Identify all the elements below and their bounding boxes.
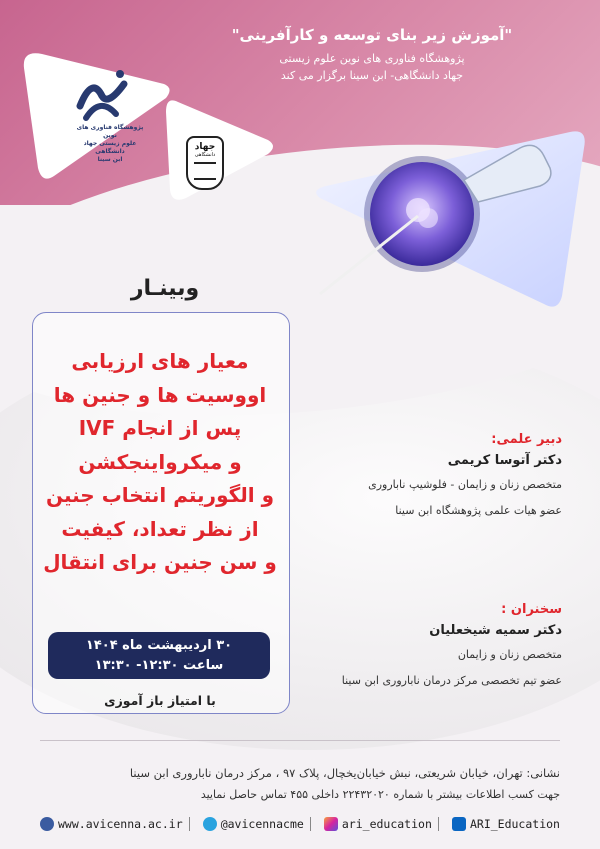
title-line: و میکرواینجکشن <box>78 449 242 474</box>
footer-info: جهت کسب اطلاعات بیشتر با شماره ۲۲۴۳۲۰۲۰ داخلی ۴۵۵ تماس حاصل نمایید <box>200 788 560 801</box>
telegram-text: @avicennacme <box>220 817 304 831</box>
title-line: معیار های ارزیابی <box>71 349 249 373</box>
contacts-row <box>40 814 560 834</box>
institute-logo-icon <box>72 66 132 124</box>
header-text <box>162 24 582 84</box>
globe-icon <box>40 817 54 831</box>
title-line: اووسیت ها و جنین ها <box>53 382 267 407</box>
speakers-section <box>302 600 562 694</box>
speaker-role: سخنران : <box>501 602 562 617</box>
instagram-text: ari_education <box>341 817 432 831</box>
event-date: ۳۰ اردیبهشت ماه ۱۴۰۴ <box>85 638 233 653</box>
date-box <box>48 632 270 679</box>
secretary-desc-1: متخصص زنان و زایمان - فلوشیپ ناباروری <box>368 478 562 491</box>
telegram-icon <box>203 817 217 831</box>
title-line: و سن جنین برای انتقال <box>43 550 277 574</box>
secretary-role: دبیر علمی: <box>491 432 562 447</box>
title-line: از نظر تعداد، کیفیت <box>61 516 259 541</box>
title-line: پس از انجام IVF <box>78 416 242 440</box>
jahad-logo-icon: جهاد دانشگاهی <box>186 136 224 190</box>
event-type-label: وبینـار <box>130 276 200 301</box>
speaker-name: دکتر سمیه شیخعلیان <box>429 623 562 638</box>
footer-divider <box>40 740 560 741</box>
header-headline: "آموزش زیر بنای توسعه و کارآفرینی" <box>231 26 513 44</box>
linkedin-icon <box>452 817 466 831</box>
event-time: ساعت ۱۲:۳۰- ۱۳:۳۰ <box>94 658 224 673</box>
linkedin-contact[interactable] <box>452 817 560 831</box>
cme-points-note: با امتیاز باز آموزی <box>104 693 216 708</box>
scientific-secretary-section <box>302 430 562 524</box>
linkedin-text: ARI_Education <box>469 817 560 831</box>
telegram-contact[interactable] <box>203 817 311 831</box>
secretary-name: دکتر آتوسا کریمی <box>447 453 562 468</box>
microinjection-illustration <box>300 128 590 310</box>
webinar-title <box>36 345 284 580</box>
footer-address: نشانی: تهران، خیابان شریعتی، نبش خیابان‌یخچال، پلاک ۹۷ ، مرکز درمان ناباروری ابن سینا <box>129 766 560 780</box>
speaker-desc-2: عضو تیم تخصصی مرکز درمان ناباروری ابن سینا <box>341 674 562 687</box>
title-line: و الگوریتم انتخاب جنین <box>45 483 275 507</box>
website-text: www.avicenna.ac.ir <box>58 817 183 831</box>
header-line-2: پژوهشگاه فناوری های نوین علوم زیستی <box>279 52 465 65</box>
institute-logo-text: پژوهشگاه فناوری های نوین علوم زیستی جهاد دانشگاهی ابن سینا <box>76 124 144 163</box>
instagram-icon <box>324 817 338 831</box>
instagram-contact[interactable] <box>324 817 439 831</box>
speaker-desc-1: متخصص زنان و زایمان <box>457 648 562 661</box>
website-contact[interactable] <box>40 817 190 831</box>
secretary-desc-2: عضو هیات علمی پژوهشگاه ابن سینا <box>395 504 562 517</box>
header-line-3: جهاد دانشگاهی- ابن سینا برگزار می کند <box>280 69 464 82</box>
